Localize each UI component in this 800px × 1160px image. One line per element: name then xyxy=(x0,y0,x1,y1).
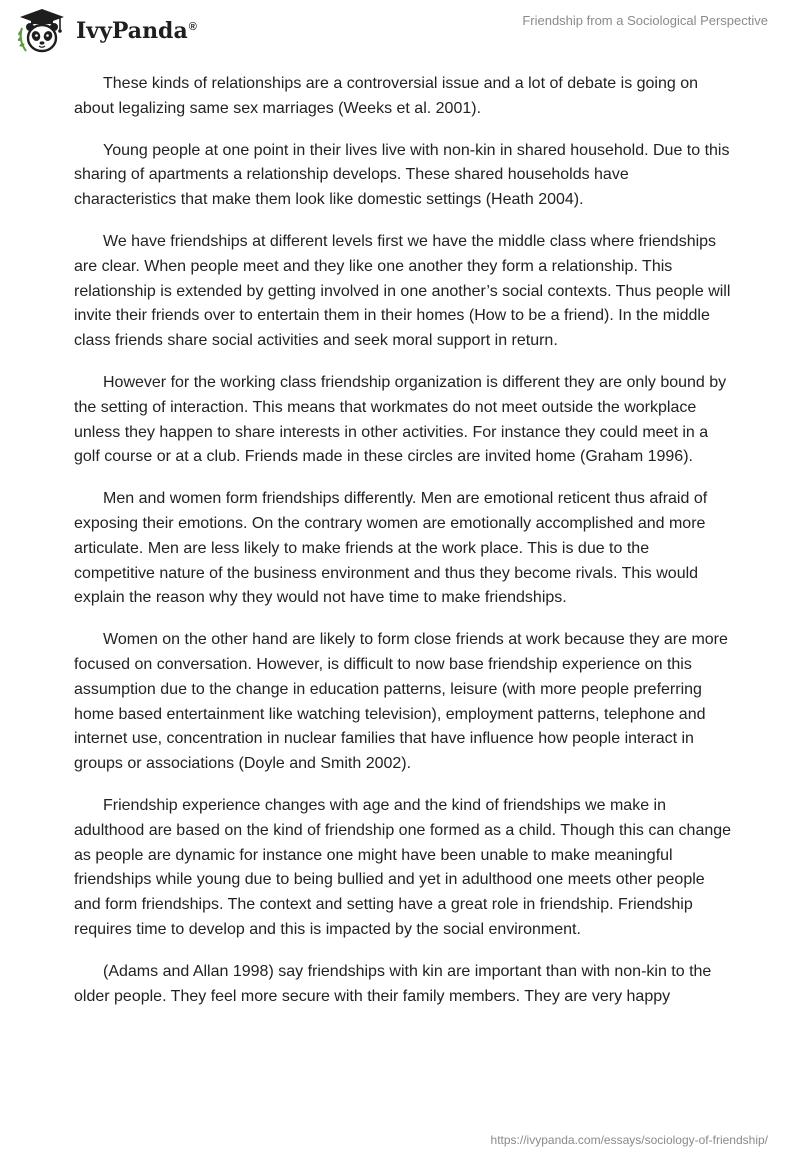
paragraph: (Adams and Allan 1998) say friendships with kin are important than with non-kin to the older people. They feel more secure with their family members. They are very happy xyxy=(74,962,712,1005)
logo-wordmark xyxy=(76,18,197,44)
paragraph: Women on the other hand are likely to form close friends at work because they are more focused on conversation. However, is difficult to now base friendship experience on this assumption due to the change in education patterns, leisure (with more people preferring home based entertainment like watching television), employment patterns, telephone and internet use, concentration in nuclear families that have influence how people interact in groups or associations (Doyle and Smith 2002). xyxy=(74,631,728,773)
paragraph: Men and women form friendships differently. Men are emotional reticent thus afraid of exposing their emotions. On the contrary women are emotionally accomplished and more articulate. Men are less likely to make friends at the work place. This is due to the competitive nature of the business environment and thus they become rivals. This would explain the reason why they would not have time to make friendships. xyxy=(74,490,708,607)
ivypanda-logo[interactable] xyxy=(14,6,197,56)
paragraph: Young people at one point in their lives live with non-kin in shared household. Due to this sharing of apartments a relationship develops. These shared households have characteristics that make them look like domestic settings (Heath 2004). xyxy=(74,141,730,209)
paragraph: These kinds of relationships are a controversial issue and a lot of debate is going on about legalizing same sex marriages (Weeks et al. 2001). xyxy=(74,75,699,117)
brand-name: IvyPanda xyxy=(76,18,188,44)
paragraph: However for the working class friendship organization is different they are only bound by the setting of interaction. This means that workmates do not meet outside the workplace unless they happen to share interests in other activities. For instance they could meet in a golf course or at a club. Friends made in these circles are invited home (Graham 1996). xyxy=(74,373,727,466)
document-title: Friendship from a Sociological Perspective xyxy=(522,13,768,28)
panda-graduate-icon xyxy=(14,6,70,56)
essay-body xyxy=(74,72,734,1026)
paragraph: Friendship experience changes with age and the kind of friendships we make in adulthood are based on the kind of friendship one formed as a child. Though this can change as people are dynamic for instance one might have been unable to make meaningful friendships while young due to being bullied and yet in adulthood one meets other people and form friendships. The context and setting have a great role in friendship. Friendship requires time to develop and this is impacted by the social environment. xyxy=(74,796,732,938)
page-header xyxy=(0,0,800,60)
source-url[interactable]: https://ivypanda.com/essays/sociology-of-friendship/ xyxy=(490,1133,768,1147)
paragraph: We have friendships at different levels first we have the middle class where friendships are clear. When people meet and they like one another they form a relationship. This relationship is extended by getting involved in one another’s social contexts. Thus people will invite their friends over to entertain them in their homes (How to be a friend). In the middle class friends share social activities and seek moral support in return. xyxy=(74,232,731,350)
registered-mark: ® xyxy=(188,20,197,33)
